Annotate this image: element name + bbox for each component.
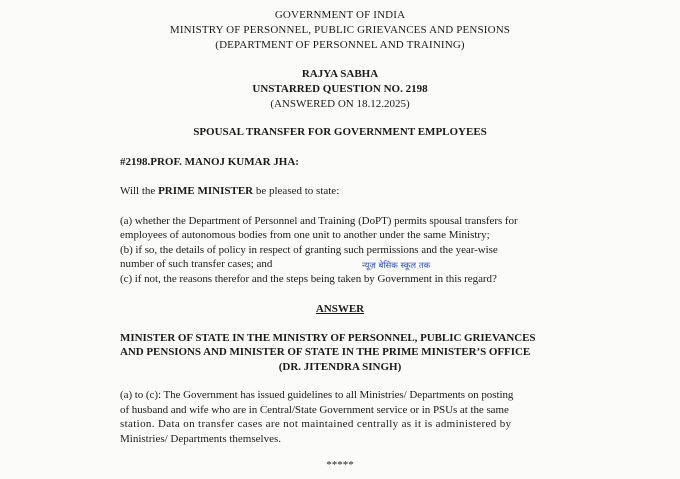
question-b-line1: (b) if so, the details of policy in respect of granting such permissions and the year-wise bbox=[120, 244, 498, 256]
header-ministry: MINISTRY OF PERSONNEL, PUBLIC GRIEVANCES AND PENSIONS bbox=[169, 24, 511, 36]
watermark-text: न्यूज़ बेसिक स्कूल तक bbox=[362, 261, 431, 271]
question-number: UNSTARRED QUESTION NO. 2198 bbox=[252, 83, 428, 95]
minister-line1: MINISTER OF STATE IN THE MINISTRY OF PERSONNEL, PUBLIC GRIEVANCES bbox=[120, 332, 536, 344]
question-c-line1: (c) if not, the reasons therefor and the steps being taken by Government in this regard? bbox=[120, 273, 497, 285]
question-b-line2: number of such transfer cases; and bbox=[120, 258, 273, 270]
minister-line2: AND PENSIONS AND MINISTER OF STATE IN THE PRIME MINISTER’S OFFICE bbox=[120, 346, 531, 358]
house-name: RAJYA SABHA bbox=[301, 68, 379, 80]
answer-line2: of husband and wife who are in Central/State Government service or in PSUs at the same bbox=[120, 404, 509, 416]
intro-before: Will the bbox=[120, 185, 159, 197]
question-a-line1: (a) whether the Department of Personnel and Training (DoPT) permits spousal transfers for bbox=[120, 215, 518, 227]
question-subject: SPOUSAL TRANSFER FOR GOVERNMENT EMPLOYEES bbox=[193, 126, 487, 138]
end-mark: ***** bbox=[326, 459, 354, 471]
answer-line1: (a) to (c): The Government has issued guidelines to all Ministries/ Departments on posting bbox=[120, 389, 514, 401]
answer-heading-label: ANSWER bbox=[315, 303, 365, 315]
answer-line3: station. Data on transfer cases are not maintained centrally as it is administered by bbox=[120, 418, 512, 430]
header-government: GOVERNMENT OF INDIA bbox=[274, 9, 406, 21]
minister-name: (DR. JITENDRA SINGH) bbox=[278, 361, 402, 373]
question-a-line2: employees of autonomous bodies from one unit to another under the same Ministry; bbox=[120, 229, 490, 241]
intro-after: be pleased to state: bbox=[253, 185, 340, 197]
answer-heading bbox=[0, 303, 680, 315]
answer-line4: Ministries/ Departments themselves. bbox=[120, 433, 281, 445]
intro-line bbox=[120, 185, 339, 197]
intro-addressee: PRIME MINISTER bbox=[158, 185, 254, 197]
answered-date: (ANSWERED ON 18.12.2025) bbox=[270, 98, 410, 110]
header-department: (DEPARTMENT OF PERSONNEL AND TRAINING) bbox=[215, 39, 465, 51]
questioner: #2198.PROF. MANOJ KUMAR JHA: bbox=[120, 156, 299, 168]
